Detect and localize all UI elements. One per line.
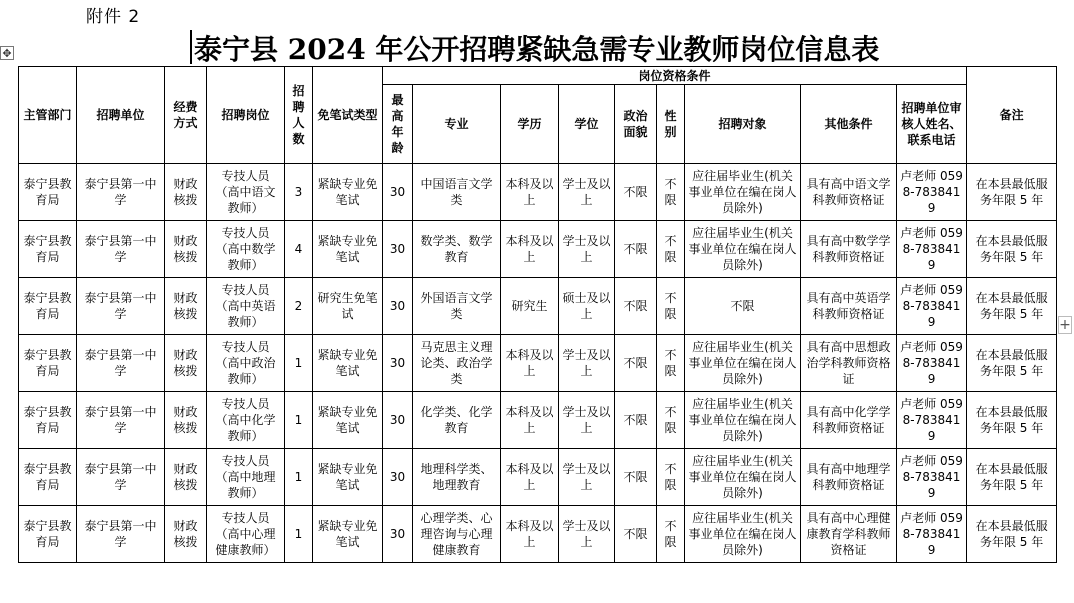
cell-position: 专技人员（高中地理教师）: [207, 449, 285, 506]
cell-remarks: 在本县最低服务年限 5 年: [967, 278, 1057, 335]
cell-contact: 卢老师 0598-7838419: [897, 506, 967, 563]
header-exam: 免笔试类型: [313, 67, 383, 164]
cell-position: 专技人员（高中数学教师）: [207, 221, 285, 278]
table-row: [19, 335, 1057, 392]
page-title: [194, 28, 879, 68]
cell-other: 具有高中心理健康教育学科教师资格证: [801, 506, 897, 563]
header-count: 招聘人数: [285, 67, 313, 164]
cell-funding: 财政核拨: [165, 506, 207, 563]
header-funding: 经费方式: [165, 67, 207, 164]
table-row: [19, 164, 1057, 221]
cell-major: 化学类、化学教育: [413, 392, 501, 449]
cell-count: 2: [285, 278, 313, 335]
cell-dept: 泰宁县教育局: [19, 506, 77, 563]
cell-major: 外国语言文学类: [413, 278, 501, 335]
cell-unit: 泰宁县第一中学: [77, 221, 165, 278]
cell-education: 本科及以上: [501, 449, 559, 506]
cell-gender: 不限: [657, 449, 685, 506]
cell-contact: 卢老师 0598-7838419: [897, 221, 967, 278]
cell-major: 地理科学类、地理教育: [413, 449, 501, 506]
cell-gender: 不限: [657, 221, 685, 278]
cell-age: 30: [383, 221, 413, 278]
cell-age: 30: [383, 335, 413, 392]
cell-other: 具有高中化学学科教师资格证: [801, 392, 897, 449]
cell-other: 具有高中地理学科教师资格证: [801, 449, 897, 506]
cell-target: 应往届毕业生(机关事业单位在编在岗人员除外): [685, 164, 801, 221]
cell-education: 本科及以上: [501, 221, 559, 278]
cell-count: 1: [285, 506, 313, 563]
cell-degree: 学士及以上: [559, 221, 615, 278]
cell-remarks: 在本县最低服务年限 5 年: [967, 392, 1057, 449]
cell-dept: 泰宁县教育局: [19, 449, 77, 506]
cell-exam: 紧缺专业免笔试: [313, 392, 383, 449]
text-cursor: [190, 30, 192, 64]
attachment-label: 附件 2: [86, 7, 141, 27]
header-unit: 招聘单位: [77, 67, 165, 164]
cell-remarks: 在本县最低服务年限 5 年: [967, 164, 1057, 221]
cell-other: 具有高中英语学科教师资格证: [801, 278, 897, 335]
cell-age: 30: [383, 449, 413, 506]
cell-funding: 财政核拨: [165, 221, 207, 278]
cell-exam: 紧缺专业免笔试: [313, 335, 383, 392]
cell-education: 本科及以上: [501, 392, 559, 449]
cell-target: 应往届毕业生(机关事业单位在编在岗人员除外): [685, 506, 801, 563]
cell-political: 不限: [615, 449, 657, 506]
cell-age: 30: [383, 164, 413, 221]
cell-other: 具有高中思想政治学科教师资格证: [801, 335, 897, 392]
cell-gender: 不限: [657, 506, 685, 563]
header-dept: 主管部门: [19, 67, 77, 164]
cell-political: 不限: [615, 221, 657, 278]
cell-funding: 财政核拨: [165, 392, 207, 449]
header-qualifications-group: 岗位资格条件: [383, 67, 967, 85]
cell-funding: 财政核拨: [165, 278, 207, 335]
cell-age: 30: [383, 506, 413, 563]
cell-contact: 卢老师 0598-7838419: [897, 392, 967, 449]
cell-unit: 泰宁县第一中学: [77, 506, 165, 563]
table-row: [19, 221, 1057, 278]
cell-remarks: 在本县最低服务年限 5 年: [967, 335, 1057, 392]
cell-major: 中国语言文学类: [413, 164, 501, 221]
cell-position: 专技人员（高中心理健康教师）: [207, 506, 285, 563]
cell-exam: 研究生免笔试: [313, 278, 383, 335]
cell-remarks: 在本县最低服务年限 5 年: [967, 506, 1057, 563]
cell-remarks: 在本县最低服务年限 5 年: [967, 449, 1057, 506]
cell-age: 30: [383, 278, 413, 335]
cell-position: 专技人员（高中政治教师）: [207, 335, 285, 392]
cell-target: 不限: [685, 278, 801, 335]
table-row: [19, 449, 1057, 506]
header-age: 最高年龄: [383, 85, 413, 164]
header-education: 学历: [501, 85, 559, 164]
cell-funding: 财政核拨: [165, 164, 207, 221]
cell-unit: 泰宁县第一中学: [77, 392, 165, 449]
cell-degree: 硕士及以上: [559, 278, 615, 335]
cell-major: 心理学类、心理咨询与心理健康教育: [413, 506, 501, 563]
table-move-icon[interactable]: ✥: [0, 46, 14, 60]
cell-count: 3: [285, 164, 313, 221]
cell-target: 应往届毕业生(机关事业单位在编在岗人员除外): [685, 449, 801, 506]
cell-contact: 卢老师 0598-7838419: [897, 164, 967, 221]
cell-degree: 学士及以上: [559, 164, 615, 221]
cell-dept: 泰宁县教育局: [19, 164, 77, 221]
cell-dept: 泰宁县教育局: [19, 221, 77, 278]
cell-exam: 紧缺专业免笔试: [313, 221, 383, 278]
cell-gender: 不限: [657, 392, 685, 449]
cell-political: 不限: [615, 506, 657, 563]
cell-gender: 不限: [657, 278, 685, 335]
header-row-1: [19, 67, 1057, 85]
cell-other: 具有高中数学学科教师资格证: [801, 221, 897, 278]
cell-education: 本科及以上: [501, 335, 559, 392]
cell-education: 本科及以上: [501, 506, 559, 563]
cell-education: 研究生: [501, 278, 559, 335]
cell-dept: 泰宁县教育局: [19, 392, 77, 449]
cell-remarks: 在本县最低服务年限 5 年: [967, 221, 1057, 278]
cell-position: 专技人员（高中化学教师）: [207, 392, 285, 449]
cell-position: 专技人员（高中英语教师）: [207, 278, 285, 335]
cell-count: 1: [285, 392, 313, 449]
cell-count: 1: [285, 449, 313, 506]
cell-exam: 紧缺专业免笔试: [313, 164, 383, 221]
header-other: 其他条件: [801, 85, 897, 164]
add-row-icon[interactable]: +: [1059, 317, 1071, 333]
cell-exam: 紧缺专业免笔试: [313, 506, 383, 563]
header-degree: 学位: [559, 85, 615, 164]
cell-political: 不限: [615, 335, 657, 392]
cell-political: 不限: [615, 392, 657, 449]
cell-degree: 学士及以上: [559, 449, 615, 506]
header-contact: 招聘单位审核人姓名、联系电话: [897, 85, 967, 164]
header-major: 专业: [413, 85, 501, 164]
cell-unit: 泰宁县第一中学: [77, 164, 165, 221]
cell-position: 专技人员（高中语文教师）: [207, 164, 285, 221]
cell-degree: 学士及以上: [559, 392, 615, 449]
cell-dept: 泰宁县教育局: [19, 335, 77, 392]
cell-gender: 不限: [657, 164, 685, 221]
cell-target: 应往届毕业生(机关事业单位在编在岗人员除外): [685, 392, 801, 449]
cell-political: 不限: [615, 164, 657, 221]
cell-gender: 不限: [657, 335, 685, 392]
cell-age: 30: [383, 392, 413, 449]
header-remarks: 备注: [967, 67, 1057, 164]
cell-funding: 财政核拨: [165, 449, 207, 506]
cell-dept: 泰宁县教育局: [19, 278, 77, 335]
cell-degree: 学士及以上: [559, 506, 615, 563]
table-row: [19, 278, 1057, 335]
page-title-text: 泰宁县 2024 年公开招聘紧缺急需专业教师岗位信息表: [194, 33, 880, 66]
table-row: [19, 392, 1057, 449]
cell-count: 1: [285, 335, 313, 392]
positions-table: [18, 66, 1057, 563]
header-gender: 性别: [657, 85, 685, 164]
cell-education: 本科及以上: [501, 164, 559, 221]
cell-target: 应往届毕业生(机关事业单位在编在岗人员除外): [685, 221, 801, 278]
cell-major: 数学类、数学教育: [413, 221, 501, 278]
cell-count: 4: [285, 221, 313, 278]
cell-target: 应往届毕业生(机关事业单位在编在岗人员除外): [685, 335, 801, 392]
header-position: 招聘岗位: [207, 67, 285, 164]
cell-unit: 泰宁县第一中学: [77, 335, 165, 392]
cell-contact: 卢老师 0598-7838419: [897, 335, 967, 392]
cell-contact: 卢老师 0598-7838419: [897, 449, 967, 506]
cell-funding: 财政核拨: [165, 335, 207, 392]
header-target: 招聘对象: [685, 85, 801, 164]
cell-exam: 紧缺专业免笔试: [313, 449, 383, 506]
cell-unit: 泰宁县第一中学: [77, 449, 165, 506]
cell-major: 马克思主义理论类、政治学类: [413, 335, 501, 392]
cell-contact: 卢老师 0598-7838419: [897, 278, 967, 335]
cell-degree: 学士及以上: [559, 335, 615, 392]
cell-unit: 泰宁县第一中学: [77, 278, 165, 335]
table-row: [19, 506, 1057, 563]
header-political: 政治面貌: [615, 85, 657, 164]
cell-other: 具有高中语文学科教师资格证: [801, 164, 897, 221]
cell-political: 不限: [615, 278, 657, 335]
